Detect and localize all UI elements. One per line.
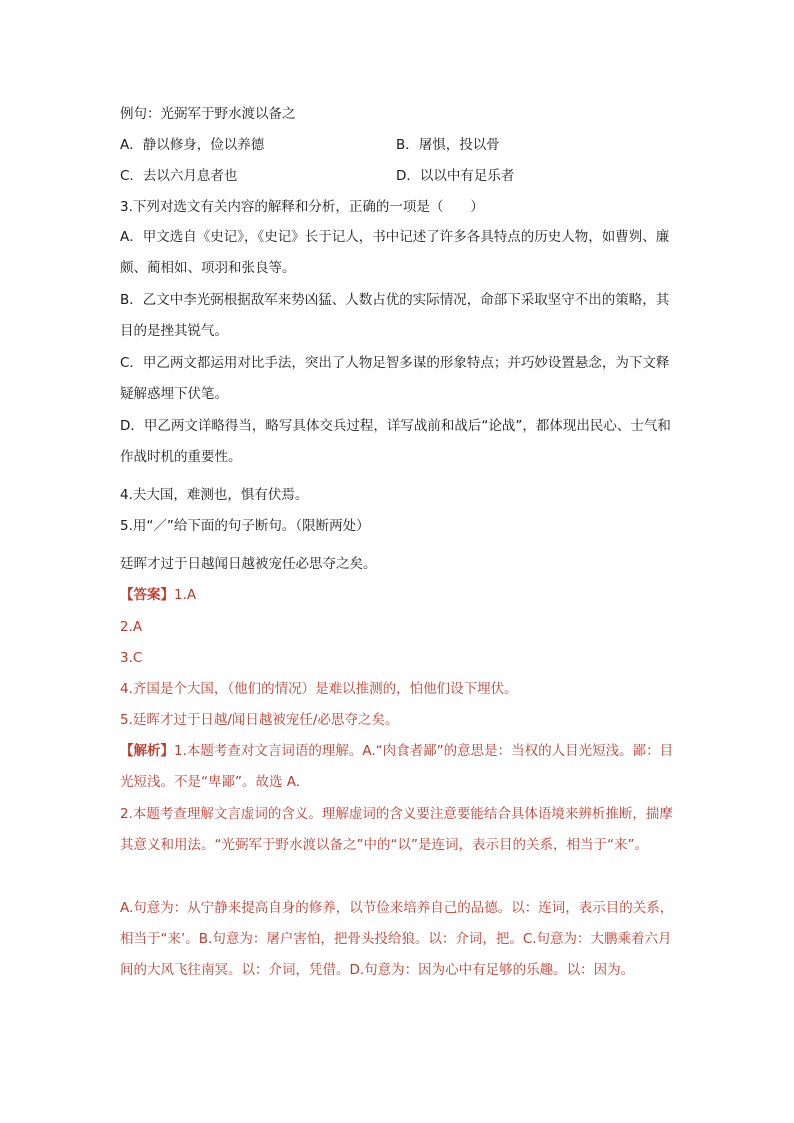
answer-label: 【答案】 (120, 587, 174, 603)
analysis-1-text: 1.本题考查对文言词语的理解。A.“肉食者鄙”的意思是：当权的人目光短浅。鄙：目光短浅。不是“卑鄙”。故选 A. (120, 743, 674, 790)
analysis-label: 【解析】 (120, 743, 174, 759)
question-5: 5.用“／”给下面的句子断句。（限断两处） (120, 518, 370, 534)
question-4: 4.夫大国，难测也，惧有伏焉。 (120, 487, 309, 503)
answer-3: 3.C (120, 650, 143, 666)
analysis-paragraph-3: A.句意为：从宁静来提高自身的修养，以节俭来培养自己的品德。以：连词，表示目的关系，相当于“来’。B.句意为：屠户害怕，把骨头投给狼。以：介词，把。C.句意为：大鹏乘着六月间的大风飞往南冥。以：介词，凭借。D.句意为：因为心中有足够的乐趣。以：因为。 (120, 900, 674, 978)
question-3-option-b: B．乙文中李光弼根据敌军来势凶猛、人数占优的实际情况，命部下采取坚守不出的策略，其目的是挫其锐气。 (120, 292, 670, 339)
analysis-paragraph-2: 2.本题考查理解文言虚词的含义。理解虚词的含义要注意要能结合具体语境来辨析推断，揣摩其意义和用法。“光弼军于野水渡以备之”中的“以”是连词，表示目的关系，相当于“来”。 (120, 806, 673, 853)
analysis-paragraph-1 (120, 736, 680, 798)
option-b: B．屠惧，投以骨 (396, 137, 500, 153)
option-c: C．去以六月息者也 (120, 168, 238, 184)
answer-line-1 (120, 586, 196, 604)
question-3-stem: 3.下列对选文有关内容的解释和分析，正确的一项是（ ） (120, 199, 484, 215)
answer-5: 5.廷晖才过于日越/闻日越被宠任/必思夺之矣。 (120, 712, 399, 728)
answer-4: 4.齐国是个大国，（他们的情况）是难以推测的，怕他们设下埋伏。 (120, 681, 518, 697)
answer-1: 1.A (174, 587, 197, 603)
question-3-option-c: C．甲乙两文都运用对比手法，突出了人物足智多谋的形象特点；并巧妙设置悬念，为下文释疑解惑埋下伏笔。 (120, 355, 670, 402)
answer-2: 2.A (120, 619, 143, 635)
example-sentence: 例句：光弼军于野水渡以备之 (120, 106, 296, 122)
option-a: A．静以修身，俭以养德 (120, 137, 265, 153)
question-3-option-a: A．甲文选自《史记》，《史记》长于记人，书中记述了许多各具特点的历史人物，如曹刿、廉颇、蔺相如、项羽和张良等。 (120, 229, 670, 276)
question-5-sentence: 廷晖才过于日越闻日越被宠任必思夺之矣。 (120, 556, 377, 572)
option-d: D．以以中有足乐者 (396, 168, 515, 184)
question-3-option-d: D．甲乙两文详略得当，略写具体交兵过程，详写战前和战后“论战”，都体现出民心、士气和作战时机的重要性。 (120, 418, 671, 465)
